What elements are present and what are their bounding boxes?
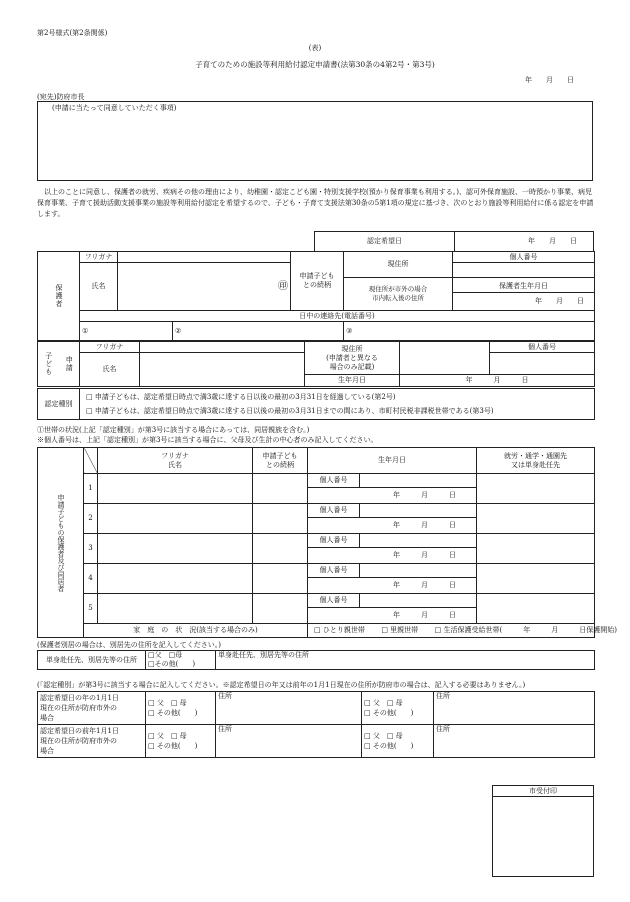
phone-field-3[interactable]: ③ [344, 322, 595, 341]
household-note-2: ※個人番号は、上記「認定種別」が第3号に該当する場合に、父母及び生計の中心者のみ記入してください。 [37, 436, 378, 444]
cert-type-option-2[interactable]: □ 申請子どもは、認定希望日時点で満3歳に達する日以後の最初の3月31日を経過している(第2号) [86, 393, 396, 401]
household-corner [84, 448, 98, 474]
phone-field-1[interactable]: ① [80, 322, 173, 341]
household-side-label: 申請子どもの保護者及び同居者 [38, 448, 84, 638]
household-work-field[interactable] [477, 594, 595, 624]
household-personal-no-label: 個人番号 [308, 534, 360, 548]
child-furigana-label: フリガナ [80, 342, 140, 353]
prior-other-checkbox[interactable]: □ その他( ) [148, 742, 198, 750]
prior-note: (「認定種別」が第3号に該当する場合に記入してください。※認定希望日の年又は前年の1月1日現在の住所が防府市の場合は、記入する必要はありません。) [37, 681, 526, 689]
separate-note: (保護者別居の場合は、別居先の住所を記入してください。) [37, 641, 221, 649]
prior-other-checkbox[interactable]: □ その他( ) [364, 709, 414, 717]
cert-type-label: 認定種別 [38, 389, 80, 420]
welfare-checkbox[interactable]: □ 生活保護受給世帯( 年 月 日保護開始) [434, 626, 617, 634]
guardian-address-label: 現住所 [344, 252, 453, 278]
family-status-options [308, 624, 617, 638]
child-personal-no-label: 個人番号 [490, 342, 595, 353]
prior-father-checkbox[interactable]: □ 父 [364, 732, 380, 740]
prior-row-1-relation-a [146, 692, 216, 725]
household-name-field[interactable] [98, 594, 253, 624]
household-col-relation: 申請子ども との続柄 [253, 448, 308, 474]
household-name-field[interactable] [98, 564, 253, 594]
prior-address-label: 住所 [218, 692, 232, 700]
child-birth-field[interactable]: 年 月 日 [400, 375, 595, 387]
family-status-label: 家 庭 の 状 況(該当する場合のみ) [84, 624, 308, 638]
household-relation-field[interactable] [253, 474, 308, 504]
household-name-field[interactable] [98, 534, 253, 564]
child-address-label: 現住所 (申請者と異なる 場合のみ記載) [305, 342, 400, 375]
guardian-furigana-label: フリガナ [80, 252, 118, 263]
consent-heading: (申請に当たって同意していただく事項) [52, 104, 177, 112]
household-personal-no-field[interactable] [360, 534, 477, 548]
prior-father-checkbox[interactable]: □ 父 [364, 699, 380, 707]
household-personal-no-field[interactable] [360, 504, 477, 518]
household-table [37, 447, 617, 638]
household-row-number: 2 [84, 504, 98, 534]
household-birth-field[interactable]: 年 月 日 [308, 488, 477, 504]
household-relation-field[interactable] [253, 504, 308, 534]
separate-father-checkbox[interactable]: □父 [148, 651, 162, 659]
guardian-moving-address-label: 現住所が市外の場合 市内転入後の住所 [344, 278, 453, 311]
prior-address-label: 住所 [218, 725, 232, 733]
household-birth-field[interactable]: 年 月 日 [308, 548, 477, 564]
household-name-field[interactable] [98, 504, 253, 534]
household-relation-field[interactable] [253, 564, 308, 594]
household-work-field[interactable] [477, 534, 595, 564]
household-col-name: フリガナ 氏名 [98, 448, 253, 474]
separate-table [37, 650, 595, 670]
household-birth-field[interactable]: 年 月 日 [308, 518, 477, 534]
separate-label: 単身赴任先、別居先等の住所 [38, 651, 146, 670]
household-name-field[interactable] [98, 474, 253, 504]
household-row-number: 5 [84, 594, 98, 624]
child-side-label-b: 申請 [59, 342, 80, 387]
prior-row-2-relation-a [146, 725, 216, 758]
child-address-field[interactable] [400, 342, 490, 375]
guardian-name-label: 氏名 [80, 263, 118, 311]
household-work-field[interactable] [477, 564, 595, 594]
cert-type-options [80, 389, 595, 420]
household-personal-no-field[interactable] [360, 564, 477, 578]
prior-address-field[interactable] [216, 692, 362, 725]
prior-father-checkbox[interactable]: □ 父 [148, 699, 164, 707]
household-row-number: 1 [84, 474, 98, 504]
phone-field-2[interactable]: ② [173, 322, 344, 341]
guardian-relation-label: 申請子ども との続柄 [291, 252, 344, 311]
prior-mother-checkbox[interactable]: □ 母 [170, 732, 187, 740]
guardian-seal-mark: ㊞ [118, 263, 291, 311]
prior-mother-checkbox[interactable]: □ 母 [386, 732, 403, 740]
desired-date-label: 認定希望日 [315, 232, 455, 252]
prior-address-field[interactable] [434, 692, 595, 725]
guardian-personal-no-field[interactable] [453, 263, 595, 278]
household-note-1: ①世帯の状況(上記「認定種別」が第3号に該当する場合にあっては、同居親族を含む。) [37, 426, 310, 434]
household-personal-no-field[interactable] [360, 474, 477, 488]
guardian-furigana-field[interactable] [118, 252, 291, 263]
guardian-table [37, 251, 595, 341]
consent-box [37, 101, 593, 181]
household-personal-no-label: 個人番号 [308, 564, 360, 578]
household-work-field[interactable] [477, 474, 595, 504]
prior-mother-checkbox[interactable]: □ 母 [170, 699, 187, 707]
household-row-number: 3 [84, 534, 98, 564]
prior-address-field[interactable] [216, 725, 362, 758]
reception-stamp-label: 市受付印 [493, 786, 593, 797]
guardian-side-label: 保護者 [38, 252, 80, 341]
guardian-birth-label: 保護者生年月日 [453, 279, 594, 293]
guardian-personal-no-label: 個人番号 [453, 252, 595, 263]
prior-row-1-label: 認定希望日の年の1月1日 現在の住所が防府市外の 場合 [38, 692, 146, 725]
household-personal-no-label: 個人番号 [308, 504, 360, 518]
desired-date-table [314, 231, 594, 252]
prior-table [37, 691, 595, 758]
form-side: (表) [308, 44, 322, 52]
prior-address-label: 住所 [436, 725, 450, 733]
single-parent-checkbox[interactable]: □ ひとり親世帯 [314, 626, 365, 634]
form-number: 第2号様式(第2条関係) [37, 29, 108, 37]
prior-row-2-label: 認定希望日の前年1月1日 現在の住所が防府市外の 場合 [38, 725, 146, 758]
household-birth-field[interactable]: 年 月 日 [308, 608, 477, 624]
cert-type-table [37, 388, 595, 420]
prior-address-field[interactable] [434, 725, 595, 758]
prior-row-2-relation-b [362, 725, 434, 758]
guardian-phone-label: 日中の連絡先(電話番号) [80, 311, 595, 322]
guardian-birth-field[interactable]: 年 月 日 [535, 296, 585, 305]
household-relation-field[interactable] [253, 594, 308, 624]
household-work-field[interactable] [477, 504, 595, 534]
foster-checkbox[interactable]: □ 里親世帯 [381, 626, 419, 634]
desired-date-field[interactable]: 年 月 日 [455, 232, 594, 252]
household-personal-no-label: 個人番号 [308, 474, 360, 488]
prior-address-label: 住所 [436, 692, 450, 700]
separate-address-field[interactable] [216, 651, 595, 670]
child-birth-label: 生年月日 [305, 375, 400, 387]
cert-type-option-3[interactable]: □ 申請子どもは、認定希望日時点で満3歳に達する日以後の最初の3月31日までの間にあり、市町村民税非課税世帯である(第3号) [86, 407, 494, 415]
separate-relation-options [146, 651, 216, 670]
separate-other-checkbox[interactable]: □その他( ) [148, 660, 196, 668]
prior-other-checkbox[interactable]: □ その他( ) [364, 742, 414, 750]
prior-row-1-relation-b [362, 692, 434, 725]
child-table [37, 341, 595, 387]
reception-stamp-box [492, 785, 594, 877]
household-personal-no-label: 個人番号 [308, 594, 360, 608]
household-birth-field[interactable]: 年 月 日 [308, 578, 477, 594]
household-relation-field[interactable] [253, 534, 308, 564]
separate-mother-checkbox[interactable]: □母 [168, 651, 183, 659]
household-col-work: 就労・通学・通園先 又は単身赴任先 [477, 448, 595, 474]
prior-other-checkbox[interactable]: □ その他( ) [148, 709, 198, 717]
prior-mother-checkbox[interactable]: □ 母 [386, 699, 403, 707]
child-furigana-field[interactable] [140, 342, 305, 353]
prior-father-checkbox[interactable]: □ 父 [148, 732, 164, 740]
form-title: 子育てのための施設等利用給付認定申請書(法第30条の4第2号・第3号) [195, 60, 435, 69]
household-col-birth: 生年月日 [308, 448, 477, 474]
child-personal-no-field[interactable] [490, 353, 595, 375]
intro-text: 以上のことに同意し、保護者の就労、疾病その他の理由により、幼稚園・認定こども園・特別支援学校(預かり保育事業も利用する。)、認可外保育施設、一時預かり事業、病児保育事業、子育て援助活動支援事業の施設等利用給付認定を希望するので、子ども・子育て支援法第30条の5第1項の規定に基づき、次のとおり施設等利用給付に係る認定を申請します。 [37, 188, 594, 218]
addressee: (宛先)防府市長 [37, 93, 85, 101]
child-side-label-a: 子ども [38, 342, 59, 387]
household-personal-no-field[interactable] [360, 594, 477, 608]
application-date: 年 月 日 [525, 76, 574, 84]
household-row-number: 4 [84, 564, 98, 594]
child-name-field[interactable] [140, 353, 305, 387]
guardian-birth-cell [453, 278, 595, 311]
separate-address-label: 単身赴任先、別居先等の住所 [218, 651, 309, 659]
child-name-label: 氏名 [80, 353, 140, 387]
